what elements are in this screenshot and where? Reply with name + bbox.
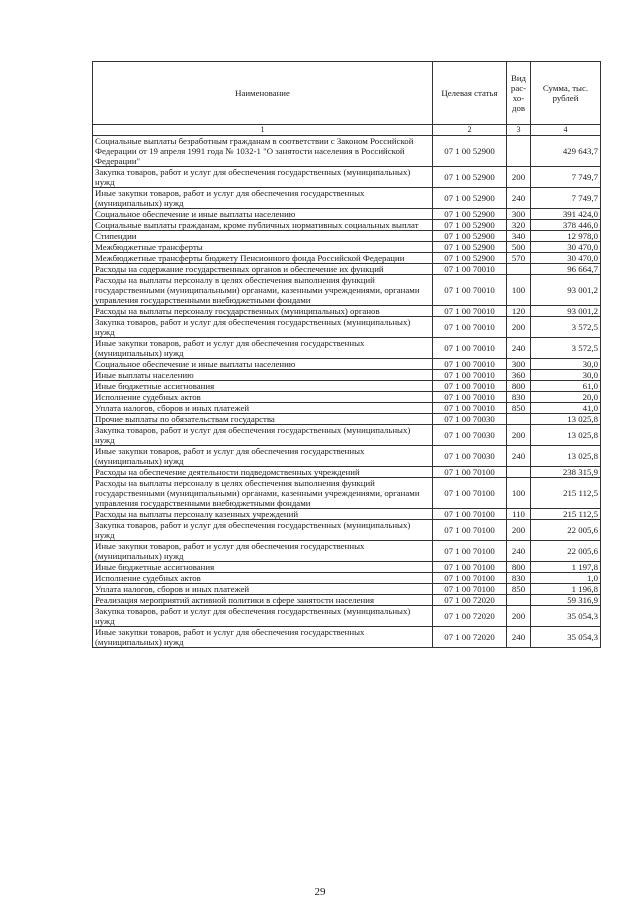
column-number: 3 bbox=[507, 125, 531, 136]
table-row bbox=[93, 403, 601, 414]
target-code-cell: 07 1 00 70100 bbox=[433, 584, 507, 595]
amount-cell: 35 054,3 bbox=[531, 606, 601, 627]
target-code-cell: 07 1 00 70030 bbox=[433, 425, 507, 446]
table-row bbox=[93, 317, 601, 338]
target-code-cell: 07 1 00 52900 bbox=[433, 242, 507, 253]
column-number: 4 bbox=[531, 125, 601, 136]
row-name-cell: Социальное обеспечение и иные выплаты населению bbox=[93, 359, 433, 370]
expense-type-cell: 800 bbox=[507, 381, 531, 392]
target-code-cell: 07 1 00 70010 bbox=[433, 275, 507, 306]
amount-cell: 59 316,9 bbox=[531, 595, 601, 606]
expense-type-cell: 200 bbox=[507, 606, 531, 627]
table-body bbox=[93, 136, 601, 648]
amount-cell: 215 112,5 bbox=[531, 509, 601, 520]
target-code-cell: 07 1 00 52900 bbox=[433, 253, 507, 264]
row-name-cell: Межбюджетные трансферты bbox=[93, 242, 433, 253]
expense-type-cell: 850 bbox=[507, 403, 531, 414]
row-name-cell: Расходы на выплаты персоналу в целях обеспечения выполнения функций государственными (муниципальными) органами, казенными учреждениями, органами управления государственными внебюджетными фондами bbox=[93, 275, 433, 306]
target-code-cell: 07 1 00 70100 bbox=[433, 467, 507, 478]
expense-type-cell: 200 bbox=[507, 520, 531, 541]
table-row bbox=[93, 220, 601, 231]
row-name-cell: Иные закупки товаров, работ и услуг для обеспечения государственных (муниципальных) нужд bbox=[93, 446, 433, 467]
target-code-cell: 07 1 00 70030 bbox=[433, 446, 507, 467]
table-row bbox=[93, 242, 601, 253]
header-sum: Сумма, тыс. рублей bbox=[531, 62, 601, 125]
row-name-cell: Прочие выплаты по обязательствам государства bbox=[93, 414, 433, 425]
row-name-cell: Иные закупки товаров, работ и услуг для обеспечения государственных (муниципальных) нужд bbox=[93, 541, 433, 562]
table-row bbox=[93, 414, 601, 425]
table-row bbox=[93, 627, 601, 648]
table-row bbox=[93, 446, 601, 467]
expense-type-cell: 200 bbox=[507, 425, 531, 446]
table-row bbox=[93, 584, 601, 595]
table-row bbox=[93, 425, 601, 446]
row-name-cell: Расходы на выплаты персоналу в целях обеспечения выполнения функций государственными (муниципальными) органами, казенными учреждениями, органами управления государственными внебюджетными фондами bbox=[93, 478, 433, 509]
target-code-cell: 07 1 00 72020 bbox=[433, 595, 507, 606]
expense-type-cell: 500 bbox=[507, 242, 531, 253]
expense-type-cell: 570 bbox=[507, 253, 531, 264]
column-number-row bbox=[93, 125, 601, 136]
expense-type-cell bbox=[507, 264, 531, 275]
row-name-cell: Уплата налогов, сборов и иных платежей bbox=[93, 584, 433, 595]
expense-type-cell: 340 bbox=[507, 231, 531, 242]
row-name-cell: Уплата налогов, сборов и иных платежей bbox=[93, 403, 433, 414]
expense-type-cell: 240 bbox=[507, 541, 531, 562]
amount-cell: 7 749,7 bbox=[531, 188, 601, 209]
expense-type-cell: 200 bbox=[507, 167, 531, 188]
amount-cell: 12 978,0 bbox=[531, 231, 601, 242]
row-name-cell: Исполнение судебных актов bbox=[93, 573, 433, 584]
expense-type-cell bbox=[507, 414, 531, 425]
table-row bbox=[93, 253, 601, 264]
row-name-cell: Расходы на выплаты персоналу государственных (муниципальных) органов bbox=[93, 306, 433, 317]
target-code-cell: 07 1 00 70100 bbox=[433, 562, 507, 573]
table-row bbox=[93, 381, 601, 392]
table-row bbox=[93, 573, 601, 584]
expense-type-cell: 360 bbox=[507, 370, 531, 381]
budget-table bbox=[92, 61, 601, 648]
target-code-cell: 07 1 00 70100 bbox=[433, 478, 507, 509]
expense-type-cell: 110 bbox=[507, 509, 531, 520]
expense-type-cell: 830 bbox=[507, 392, 531, 403]
amount-cell: 3 572,5 bbox=[531, 338, 601, 359]
row-name-cell: Реализация мероприятий активной политики в сфере занятости населения bbox=[93, 595, 433, 606]
table-row bbox=[93, 370, 601, 381]
row-name-cell: Закупка товаров, работ и услуг для обеспечения государственных (муниципальных) нужд bbox=[93, 167, 433, 188]
amount-cell: 93 001,2 bbox=[531, 275, 601, 306]
expense-type-cell: 300 bbox=[507, 359, 531, 370]
target-code-cell: 07 1 00 70010 bbox=[433, 317, 507, 338]
expense-type-cell: 240 bbox=[507, 627, 531, 648]
column-number: 1 bbox=[93, 125, 433, 136]
row-name-cell: Иные закупки товаров, работ и услуг для обеспечения государственных (муниципальных) нужд bbox=[93, 627, 433, 648]
table-row bbox=[93, 264, 601, 275]
amount-cell: 13 025,8 bbox=[531, 446, 601, 467]
amount-cell: 1 196,8 bbox=[531, 584, 601, 595]
row-name-cell: Иные закупки товаров, работ и услуг для обеспечения государственных (муниципальных) нужд bbox=[93, 338, 433, 359]
target-code-cell: 07 1 00 70010 bbox=[433, 306, 507, 317]
target-code-cell: 07 1 00 52900 bbox=[433, 220, 507, 231]
expense-type-cell bbox=[507, 136, 531, 167]
expense-type-cell: 320 bbox=[507, 220, 531, 231]
expense-type-cell: 100 bbox=[507, 275, 531, 306]
expense-type-cell: 300 bbox=[507, 209, 531, 220]
target-code-cell: 07 1 00 52900 bbox=[433, 231, 507, 242]
row-name-cell: Межбюджетные трансферты бюджету Пенсионного фонда Российской Федерации bbox=[93, 253, 433, 264]
row-name-cell: Расходы на выплаты персоналу казенных учреждений bbox=[93, 509, 433, 520]
amount-cell: 13 025,8 bbox=[531, 414, 601, 425]
amount-cell: 429 643,7 bbox=[531, 136, 601, 167]
expense-type-cell: 240 bbox=[507, 446, 531, 467]
row-name-cell: Иные бюджетные ассигнования bbox=[93, 562, 433, 573]
amount-cell: 3 572,5 bbox=[531, 317, 601, 338]
amount-cell: 20,0 bbox=[531, 392, 601, 403]
amount-cell: 30 470,0 bbox=[531, 242, 601, 253]
target-code-cell: 07 1 00 70030 bbox=[433, 414, 507, 425]
row-name-cell: Исполнение судебных актов bbox=[93, 392, 433, 403]
target-code-cell: 07 1 00 52900 bbox=[433, 136, 507, 167]
expense-type-cell bbox=[507, 467, 531, 478]
table-row bbox=[93, 562, 601, 573]
table-row bbox=[93, 359, 601, 370]
table-row bbox=[93, 167, 601, 188]
amount-cell: 93 001,2 bbox=[531, 306, 601, 317]
target-code-cell: 07 1 00 70010 bbox=[433, 403, 507, 414]
amount-cell: 61,0 bbox=[531, 381, 601, 392]
target-code-cell: 07 1 00 72020 bbox=[433, 627, 507, 648]
expense-type-cell: 200 bbox=[507, 317, 531, 338]
amount-cell: 35 054,3 bbox=[531, 627, 601, 648]
target-code-cell: 07 1 00 70100 bbox=[433, 541, 507, 562]
amount-cell: 41,0 bbox=[531, 403, 601, 414]
table-row bbox=[93, 478, 601, 509]
expense-type-cell: 100 bbox=[507, 478, 531, 509]
target-code-cell: 07 1 00 52900 bbox=[433, 209, 507, 220]
expense-type-cell bbox=[507, 595, 531, 606]
page-number: 29 bbox=[314, 886, 326, 898]
row-name-cell: Закупка товаров, работ и услуг для обеспечения государственных (муниципальных) нужд bbox=[93, 606, 433, 627]
target-code-cell: 07 1 00 70100 bbox=[433, 573, 507, 584]
table-row bbox=[93, 595, 601, 606]
amount-cell: 30 470,0 bbox=[531, 253, 601, 264]
table-row bbox=[93, 467, 601, 478]
amount-cell: 22 005,6 bbox=[531, 541, 601, 562]
amount-cell: 391 424,0 bbox=[531, 209, 601, 220]
expense-type-cell: 800 bbox=[507, 562, 531, 573]
amount-cell: 13 025,8 bbox=[531, 425, 601, 446]
table-row bbox=[93, 541, 601, 562]
target-code-cell: 07 1 00 70010 bbox=[433, 359, 507, 370]
row-name-cell: Иные выплаты населению bbox=[93, 370, 433, 381]
amount-cell: 1,0 bbox=[531, 573, 601, 584]
expense-type-cell: 240 bbox=[507, 338, 531, 359]
table-row bbox=[93, 520, 601, 541]
target-code-cell: 07 1 00 70100 bbox=[433, 509, 507, 520]
target-code-cell: 07 1 00 72020 bbox=[433, 606, 507, 627]
table-row bbox=[93, 509, 601, 520]
amount-cell: 22 005,6 bbox=[531, 520, 601, 541]
target-code-cell: 07 1 00 70010 bbox=[433, 264, 507, 275]
table-row bbox=[93, 136, 601, 167]
header-row bbox=[93, 62, 601, 125]
table-row bbox=[93, 275, 601, 306]
amount-cell: 96 664,7 bbox=[531, 264, 601, 275]
row-name-cell: Закупка товаров, работ и услуг для обеспечения государственных (муниципальных) нужд bbox=[93, 520, 433, 541]
row-name-cell: Социальные выплаты безработным гражданам в соответствии с Законом Российской Федерации от 19 апреля 1991 года № 1032-1 "О занятости населения в Российской Федерации" bbox=[93, 136, 433, 167]
amount-cell: 30,0 bbox=[531, 370, 601, 381]
table-row bbox=[93, 209, 601, 220]
amount-cell: 30,0 bbox=[531, 359, 601, 370]
header-vid: Вид рас-хо-дов bbox=[507, 62, 531, 125]
amount-cell: 1 197,8 bbox=[531, 562, 601, 573]
header-name: Наименование bbox=[93, 62, 433, 125]
target-code-cell: 07 1 00 52900 bbox=[433, 167, 507, 188]
row-name-cell: Иные закупки товаров, работ и услуг для обеспечения государственных (муниципальных) нужд bbox=[93, 188, 433, 209]
table-row bbox=[93, 306, 601, 317]
column-number: 2 bbox=[433, 125, 507, 136]
row-name-cell: Расходы на обеспечение деятельности подведомственных учреждений bbox=[93, 467, 433, 478]
row-name-cell: Расходы на содержание государственных органов и обеспечение их функций bbox=[93, 264, 433, 275]
target-code-cell: 07 1 00 70010 bbox=[433, 381, 507, 392]
table-row bbox=[93, 188, 601, 209]
target-code-cell: 07 1 00 52900 bbox=[433, 188, 507, 209]
row-name-cell: Социальное обеспечение и иные выплаты населению bbox=[93, 209, 433, 220]
amount-cell: 215 112,5 bbox=[531, 478, 601, 509]
header-code: Целевая статья bbox=[433, 62, 507, 125]
row-name-cell: Социальные выплаты гражданам, кроме публичных нормативных социальных выплат bbox=[93, 220, 433, 231]
expense-type-cell: 830 bbox=[507, 573, 531, 584]
table-row bbox=[93, 338, 601, 359]
amount-cell: 378 446,0 bbox=[531, 220, 601, 231]
expense-type-cell: 240 bbox=[507, 188, 531, 209]
row-name-cell: Закупка товаров, работ и услуг для обеспечения государственных (муниципальных) нужд bbox=[93, 317, 433, 338]
target-code-cell: 07 1 00 70010 bbox=[433, 338, 507, 359]
table-row bbox=[93, 606, 601, 627]
expense-type-cell: 120 bbox=[507, 306, 531, 317]
row-name-cell: Иные бюджетные ассигнования bbox=[93, 381, 433, 392]
row-name-cell: Закупка товаров, работ и услуг для обеспечения государственных (муниципальных) нужд bbox=[93, 425, 433, 446]
target-code-cell: 07 1 00 70010 bbox=[433, 392, 507, 403]
target-code-cell: 07 1 00 70010 bbox=[433, 370, 507, 381]
target-code-cell: 07 1 00 70100 bbox=[433, 520, 507, 541]
expense-type-cell: 850 bbox=[507, 584, 531, 595]
table-row bbox=[93, 392, 601, 403]
amount-cell: 7 749,7 bbox=[531, 167, 601, 188]
table-row bbox=[93, 231, 601, 242]
row-name-cell: Стипендии bbox=[93, 231, 433, 242]
amount-cell: 238 315,9 bbox=[531, 467, 601, 478]
